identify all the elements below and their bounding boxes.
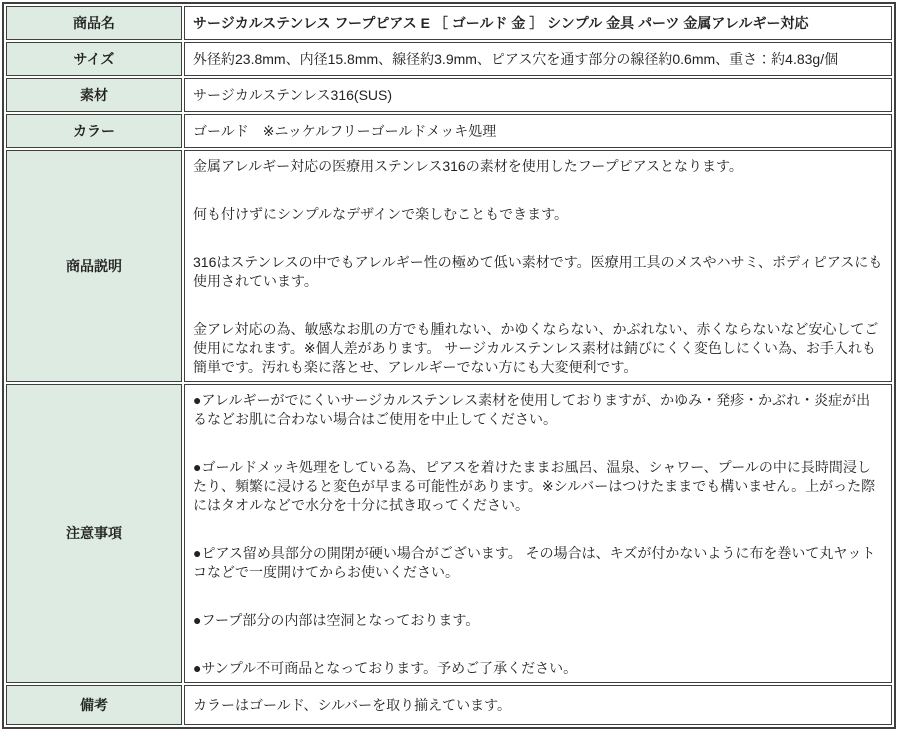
row-label-size: サイズ: [6, 42, 182, 76]
precaution-paragraph: ●フープ部分の内部は空洞となっております。: [193, 612, 480, 628]
row-label-remarks: 備考: [6, 685, 182, 725]
size-value: 外径約23.8mm、内径15.8mm、線径約3.9mm、ピアス穴を通す部分の線径約0.6mm、重さ：約4.83g/個: [184, 42, 892, 76]
precaution-paragraph: ●ゴールドメッキ処理をしている為、ピアスを着けたままお風呂、温泉、シャワー、プールの中に長時間浸したり、頻繁に浸けると変色が早まる可能性があります。※シルバーはつけたままでも構いません。上がった際にはタオルなどで水分を十分に拭き取ってください。: [193, 459, 876, 513]
color-value: ゴールド ※ニッケルフリーゴールドメッキ処理: [184, 114, 892, 148]
row-label-product-name: 商品名: [6, 6, 182, 40]
precautions-value: [184, 384, 892, 683]
table-row-size: [6, 42, 892, 76]
description-paragraph: 金属アレルギー対応の医療用ステンレス316の素材を使用したフープピアスとなります。: [193, 158, 743, 174]
description-paragraph: 金アレ対応の為、敏感なお肌の方でも腫れない、かゆくならない、かぶれない、赤くならないなど安心してご使用になれます。※個人差があります。 サージカルステンレス素材は錆びにくく変色しにくい為、お手入れも簡単です。汚れも楽に落とせ、アレルギーでない方にも大変便利です。: [193, 321, 879, 375]
precaution-paragraph: ●サンプル不可商品となっております。予めご了承ください。: [193, 660, 578, 676]
remarks-value: カラーはゴールド、シルバーを取り揃えています。: [184, 685, 892, 725]
description-value: [184, 150, 892, 382]
table-row-precautions: [6, 384, 892, 683]
row-label-material: 素材: [6, 78, 182, 112]
product-name-value: サージカルステンレス フープピアス E ［ ゴールド 金 ］ シンプル 金具 パーツ 金属アレルギー対応: [184, 6, 892, 40]
table-row-remarks: [6, 685, 892, 725]
row-label-color: カラー: [6, 114, 182, 148]
table-row-product-name: [6, 6, 892, 40]
description-paragraph: 何も付けずにシンプルなデザインで楽しむこともできます。: [193, 206, 568, 222]
table-row-description: [6, 150, 892, 382]
table-row-material: [6, 78, 892, 112]
row-label-description: 商品説明: [6, 150, 182, 382]
material-value: サージカルステンレス316(SUS): [184, 78, 892, 112]
product-spec-table: [2, 2, 896, 729]
table-row-color: [6, 114, 892, 148]
row-label-precautions: 注意事項: [6, 384, 182, 683]
precaution-paragraph: ●アレルギーがでにくいサージカルステンレス素材を使用しておりますが、かゆみ・発疹・かぶれ・炎症が出るなどお肌に合わない場合はご使用を中止してください。: [193, 392, 871, 427]
precaution-paragraph: ●ピアス留め具部分の開閉が硬い場合がございます。 その場合は、キズが付かないように布を巻いて丸ヤットコなどで一度開けてからお使いください。: [193, 545, 876, 580]
description-paragraph: 316はステンレスの中でもアレルギー性の極めて低い素材です。医療用工具のメスやハサミ、ボディピアスにも使用されています。: [193, 254, 883, 289]
